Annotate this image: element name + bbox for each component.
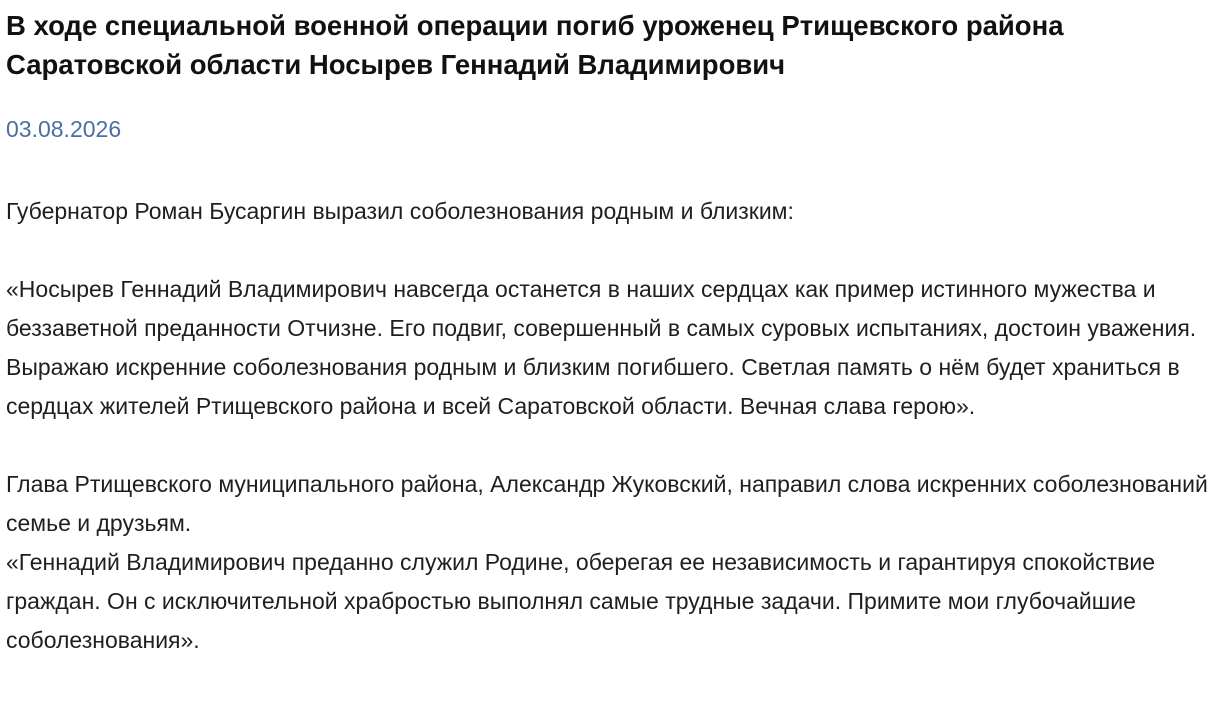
governor-quote-paragraph: «Носырев Геннадий Владимирович навсегда останется в наших сердцах как пример истинного мужества и беззаветной преданности Отчизне. Его подвиг, совершенный в самых суровых испытаниях, достоин уважения. Выражаю искренние соболезнования родным и близким погибшего. Светлая память о нём будет храниться в сердцах жителей Ртищевского района и всей Саратовской области. Вечная слава герою». — [6, 276, 1197, 419]
district-head-intro-paragraph: Глава Ртищевского муниципального района, Александр Жуковский, направил слова искренних соболезнований семье и друзьям. — [6, 471, 1208, 536]
article-date: 03.08.2026 — [6, 116, 122, 142]
article-title: В ходе специальной военной операции погиб уроженец Ртищевского района Саратовской области Носырев Геннадий Владимирович — [6, 10, 1064, 80]
governor-intro-paragraph: Губернатор Роман Бусаргин выразил соболезнования родным и близким: — [6, 198, 794, 224]
district-head-quote-paragraph: «Геннадий Владимирович преданно служил Родине, оберегая ее независимость и гарантируя спокойствие граждан. Он с исключительной храбростью выполнял самые трудные задачи. Примите мои глубочайшие соболезнования». — [6, 549, 1156, 653]
